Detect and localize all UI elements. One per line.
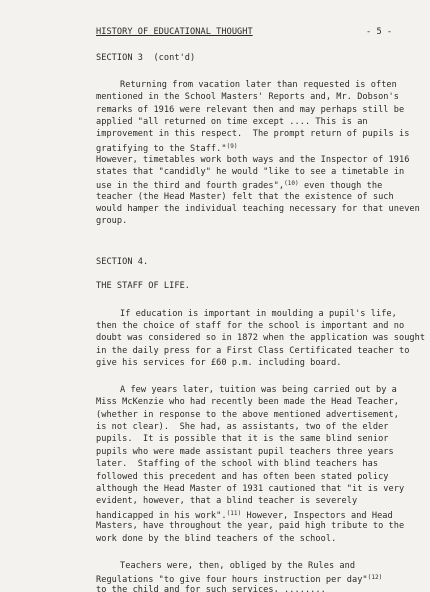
- text-segment: even though the: [298, 181, 383, 191]
- text-line: followed this precedent and has often been stated policy: [96, 472, 389, 482]
- text-line: A few years later, tuition was being carried out by a: [120, 385, 397, 395]
- section-4-subheading: THE STAFF OF LIFE.: [96, 281, 191, 291]
- text-line: If education is important in moulding a pupil's life,: [120, 309, 397, 319]
- text-line: to the child and for such services, ........: [96, 585, 326, 592]
- footnote-9: (9): [226, 143, 238, 150]
- text-line: However, timetables work both ways and the Inspector of 1916: [96, 155, 410, 165]
- text-segment: handicapped in his work".: [96, 511, 227, 521]
- text-segment: gratifying to the Staff.": [96, 144, 227, 154]
- text-line: work done by the blind teachers of the school.: [96, 534, 337, 544]
- text-line: later. Staffing of the school with blind teachers has: [96, 459, 379, 469]
- text-line: although the Head Master of 1931 cautioned that "it is very: [96, 484, 405, 494]
- page-number: - 5 -: [366, 27, 393, 37]
- text-line: applied "all returned on time except .... This is an: [96, 117, 368, 127]
- text-line: evident, however, that a blind teacher is severely: [96, 496, 358, 506]
- text-line: remarks of 1916 were relevant then and may perhaps still be: [96, 105, 405, 115]
- text-segment: However, Inspectors and Head: [241, 511, 393, 521]
- text-line: Returning from vacation later than requested is often: [120, 80, 397, 90]
- text-line: states that "candidly" he would "like to see a timetable in: [96, 167, 405, 177]
- text-segment: use in the third and fourth grades",: [96, 181, 285, 191]
- text-line: group.: [96, 216, 128, 226]
- text-line: mentioned in the School Masters' Reports and, Mr. Dobson's: [96, 92, 399, 102]
- text-line: teacher (the Head Master) felt that the existence of such: [96, 192, 394, 202]
- text-line: Teachers were, then, obliged by the Rules and: [120, 561, 356, 571]
- section-4-heading: SECTION 4.: [96, 257, 149, 267]
- text-line: Masters, have throughout the year, paid high tribute to the: [96, 521, 405, 531]
- footnote-10: (10): [284, 180, 299, 187]
- text-line: give his services for £60 p.m. including board.: [96, 358, 342, 368]
- text-line: improvement in this respect. The prompt return of pupils is: [96, 129, 410, 139]
- document-header-title: HISTORY OF EDUCATIONAL THOUGHT: [96, 27, 253, 37]
- section-3-heading: SECTION 3 (cont'd): [96, 53, 196, 63]
- text-line: pupils. It is possible that it is the same blind senior: [96, 434, 389, 444]
- footnote-12: (12): [367, 574, 383, 581]
- text-line: doubt was considered so in 1872 when the application was sought: [96, 333, 426, 343]
- text-line: would hamper the individual teaching necessary for that uneven: [96, 204, 420, 214]
- text-line: in the daily press for a First Class Certificated teacher to: [96, 346, 410, 356]
- text-line: then the choice of staff for the school is important and no: [96, 321, 405, 331]
- text-segment: Regulations "to give four hours instruction per day": [96, 575, 368, 585]
- text-line: is not clear). She had, as assistants, two of the elder: [96, 422, 389, 432]
- text-line: Miss McKenzie who had recently been made the Head Teacher,: [96, 397, 399, 407]
- text-line: pupils who were made assistant pupil teachers three years: [96, 447, 394, 457]
- text-line: (whether in response to the above mentioned advertisement,: [96, 410, 399, 420]
- footnote-11: (11): [226, 510, 242, 517]
